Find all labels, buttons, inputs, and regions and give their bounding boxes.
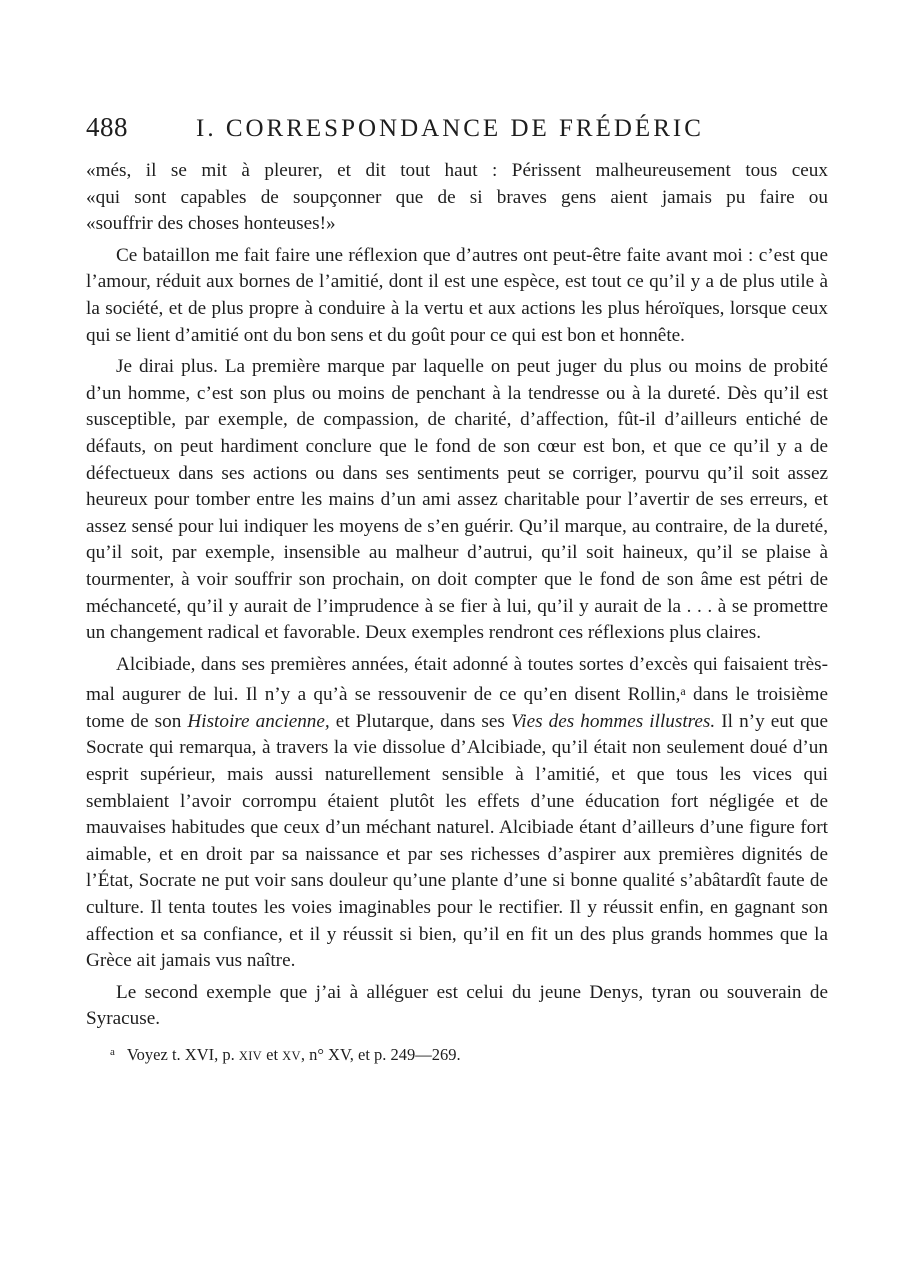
quote-continuation bbox=[86, 158, 828, 238]
body-text bbox=[86, 158, 828, 1033]
paragraph-bataillon: Ce bataillon me fait faire une réflexion que d’autres ont peut-être faite avant moi : c’est que l’amour, réduit aux bornes de l’amitié, dont il est une espèce, est tout ce qu’il y a de plus utile à la société, et de plus propre à conduire à la vertu et aux actions les plus héroïques, lorsque ceux qui se lient d’amitié ont du bon sens et du goût pour ce qui est bon et honnête. bbox=[86, 244, 828, 346]
footnote-reference: a bbox=[680, 684, 686, 699]
book-title-vies-des-hommes-illustres: Vies des hommes illustres. bbox=[510, 710, 716, 732]
paragraph-je-dirai-plus: Je dirai plus. La première marque par laquelle on peut juger du plus ou moins de probité d’un homme, c’est son plus ou moins de penchant à la tendresse ou à la dureté. Dès qu’il est susceptible, par exemple, de compassion, de charité, d’affection, fût-il d’ailleurs entiché de défauts, on peut hardiment conclure que le fond de son cœur est bon, et que ce qu’il y a de défectueux dans ses actions ou dans ses sentiments peut se corriger, pourvu qu’il soit assez heureux pour tomber entre les mains d’un ami assez charitable pour l’avertir de ses erreurs, et assez sensé pour lui indiquer les moyens de s’en guérir. Qu’il marque, au contraire, de la dureté, qu’il soit, par exemple, insensible au malheur d’autrui, qu’il soit haineux, qu’il se plaise à tourmenter, à voir souffrir son prochain, on doit compter que le fond de son âme est pétri de méchanceté, qu’il y aurait de l’imprudence à se fier à lui, qu’il y aurait de la . . . à se promettre un changement radical et favorable. Deux exemples rendront ces réflexions plus claires. bbox=[86, 356, 828, 644]
running-head bbox=[86, 112, 828, 158]
quote-line: «qui sont capables de soupçonner que de si braves gens aient jamais pu faire ou bbox=[86, 186, 828, 208]
paragraph-text: dans le troisième tome de son bbox=[86, 684, 828, 732]
paragraph-text: et Plutarque, dans ses bbox=[329, 710, 511, 732]
running-title: I. CORRESPONDANCE DE FRÉDÉRIC bbox=[196, 115, 704, 142]
paragraph-text: Il n’y eut que Socrate qui remarqua, à travers la vie dissolue d’Alcibiade, qu’il était non seulement doué d’un esprit supérieur, mais aussi naturellement sensible à l’amitié, et que tous les vices qui semblaient l’avoir corrompu étaient plutôt les effets d’une éducation fort négligée et de mauvaises habitudes que ceux d’un méchant naturel. Alcibiade étant d’ailleurs d’une figure fort aimable, et en droit par sa naissance et par ses richesses d’aspirer aux premières dignités de l’État, Socrate ne put voir sans douleur qu’une plante d’une si bonne qualité s’abâtardît faute de culture. Il tenta toutes les voies imaginables pour le rectifier. Il y réussit enfin, en gagnant son affection et sa confiance, et il y réussit si bien, qu’il en fit un des plus grands hommes que la Grèce ait jamais vus naître. bbox=[86, 710, 828, 972]
footnote-marker: a bbox=[110, 1046, 115, 1058]
quote-line: «souffrir des choses honteuses!» bbox=[86, 213, 336, 235]
book-title-histoire-ancienne: Histoire ancienne, bbox=[187, 710, 330, 732]
paragraph-alcibiade bbox=[86, 652, 828, 975]
document-page bbox=[86, 112, 828, 1067]
footnote-page-roman: XIV bbox=[238, 1049, 262, 1063]
footnote-text: Voyez t. XVI, p. bbox=[126, 1045, 239, 1064]
paragraph-denys: Le second exemple que j’ai à alléguer est celui du jeune Denys, tyran ou souverain de Syracuse. bbox=[86, 981, 828, 1030]
footnote-text: , n° XV, et p. 249—269. bbox=[300, 1045, 461, 1064]
page-number: 488 bbox=[86, 112, 128, 142]
footnote-page-roman: XV bbox=[282, 1049, 301, 1063]
footnote-text: et bbox=[262, 1045, 283, 1064]
paragraph-text: Alcibiade, dans ses premières années, était adonné à toutes sortes d’excès qui faisaient très-mal augurer de lui. Il n’y a qu’à se ressouvenir de ce qu’en disent Rollin, bbox=[86, 653, 828, 706]
footnote bbox=[86, 1041, 828, 1067]
quote-line: «més, il se mit à pleurer, et dit tout haut : Périssent malheureusement tous ceux bbox=[86, 160, 828, 181]
